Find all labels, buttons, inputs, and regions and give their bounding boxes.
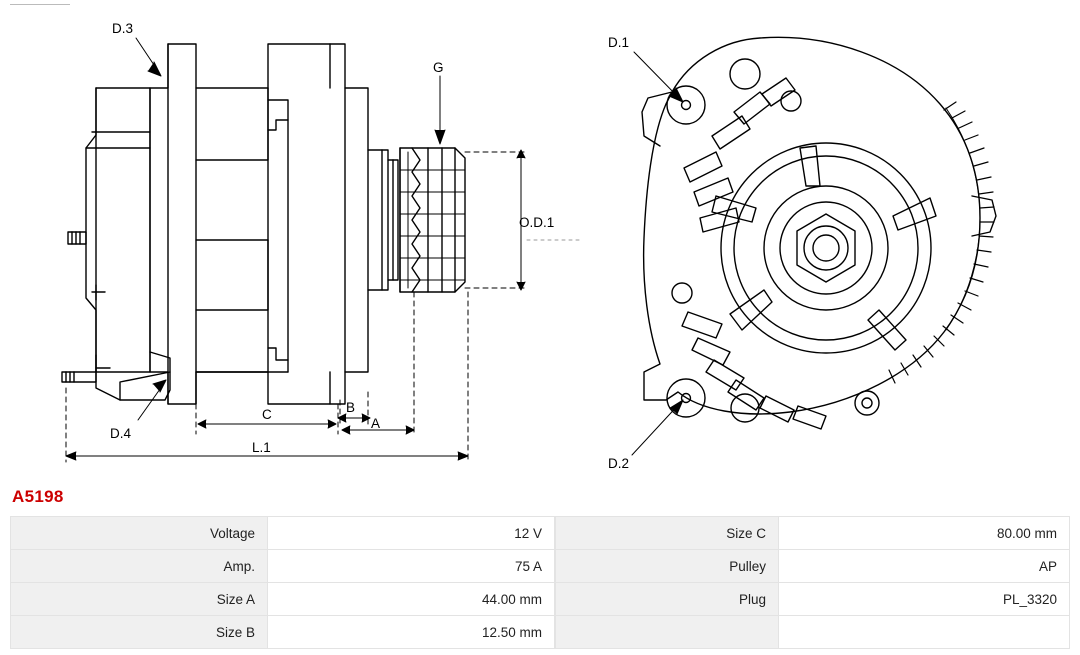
part-number: A5198: [12, 487, 64, 506]
callout-label-od1: O.D.1: [519, 215, 555, 230]
callout-label-d4: D.4: [110, 426, 132, 441]
spec-label: Plug: [556, 583, 779, 616]
table-row: [556, 583, 1070, 616]
spec-value: AP: [779, 550, 1070, 583]
callout-label-c: C: [262, 407, 272, 422]
table-row: [556, 616, 1070, 649]
spec-label: Amp.: [11, 550, 268, 583]
spec-value: 12.50 mm: [268, 616, 555, 649]
spec-label: Size B: [11, 616, 268, 649]
table-row: [11, 616, 555, 649]
spec-value-empty: [779, 616, 1070, 649]
spec-value: 75 A: [268, 550, 555, 583]
spec-value: 44.00 mm: [268, 583, 555, 616]
callout-label-d3: D.3: [112, 21, 134, 36]
callout-label-d2: D.2: [608, 456, 630, 471]
spec-label: Voltage: [11, 517, 268, 550]
spec-label-empty: [556, 616, 779, 649]
callout-label-g: G: [433, 60, 444, 75]
spec-label: Size A: [11, 583, 268, 616]
table-row: [11, 583, 555, 616]
table-row: [11, 517, 555, 550]
spec-table-right: [555, 516, 1070, 649]
table-row: [556, 517, 1070, 550]
spec-value: 12 V: [268, 517, 555, 550]
spec-label: Size C: [556, 517, 779, 550]
callout-label-b: B: [346, 400, 356, 415]
spec-value: 80.00 mm: [779, 517, 1070, 550]
specifications: [10, 516, 1070, 649]
spec-label: Pulley: [556, 550, 779, 583]
callout-label-a: A: [371, 416, 381, 431]
spec-value: PL_3320: [779, 583, 1070, 616]
table-row: [11, 550, 555, 583]
spec-table-left: [10, 516, 555, 649]
table-row: [556, 550, 1070, 583]
callout-label-l1: L.1: [252, 440, 271, 455]
callout-label-d1: D.1: [608, 35, 630, 50]
